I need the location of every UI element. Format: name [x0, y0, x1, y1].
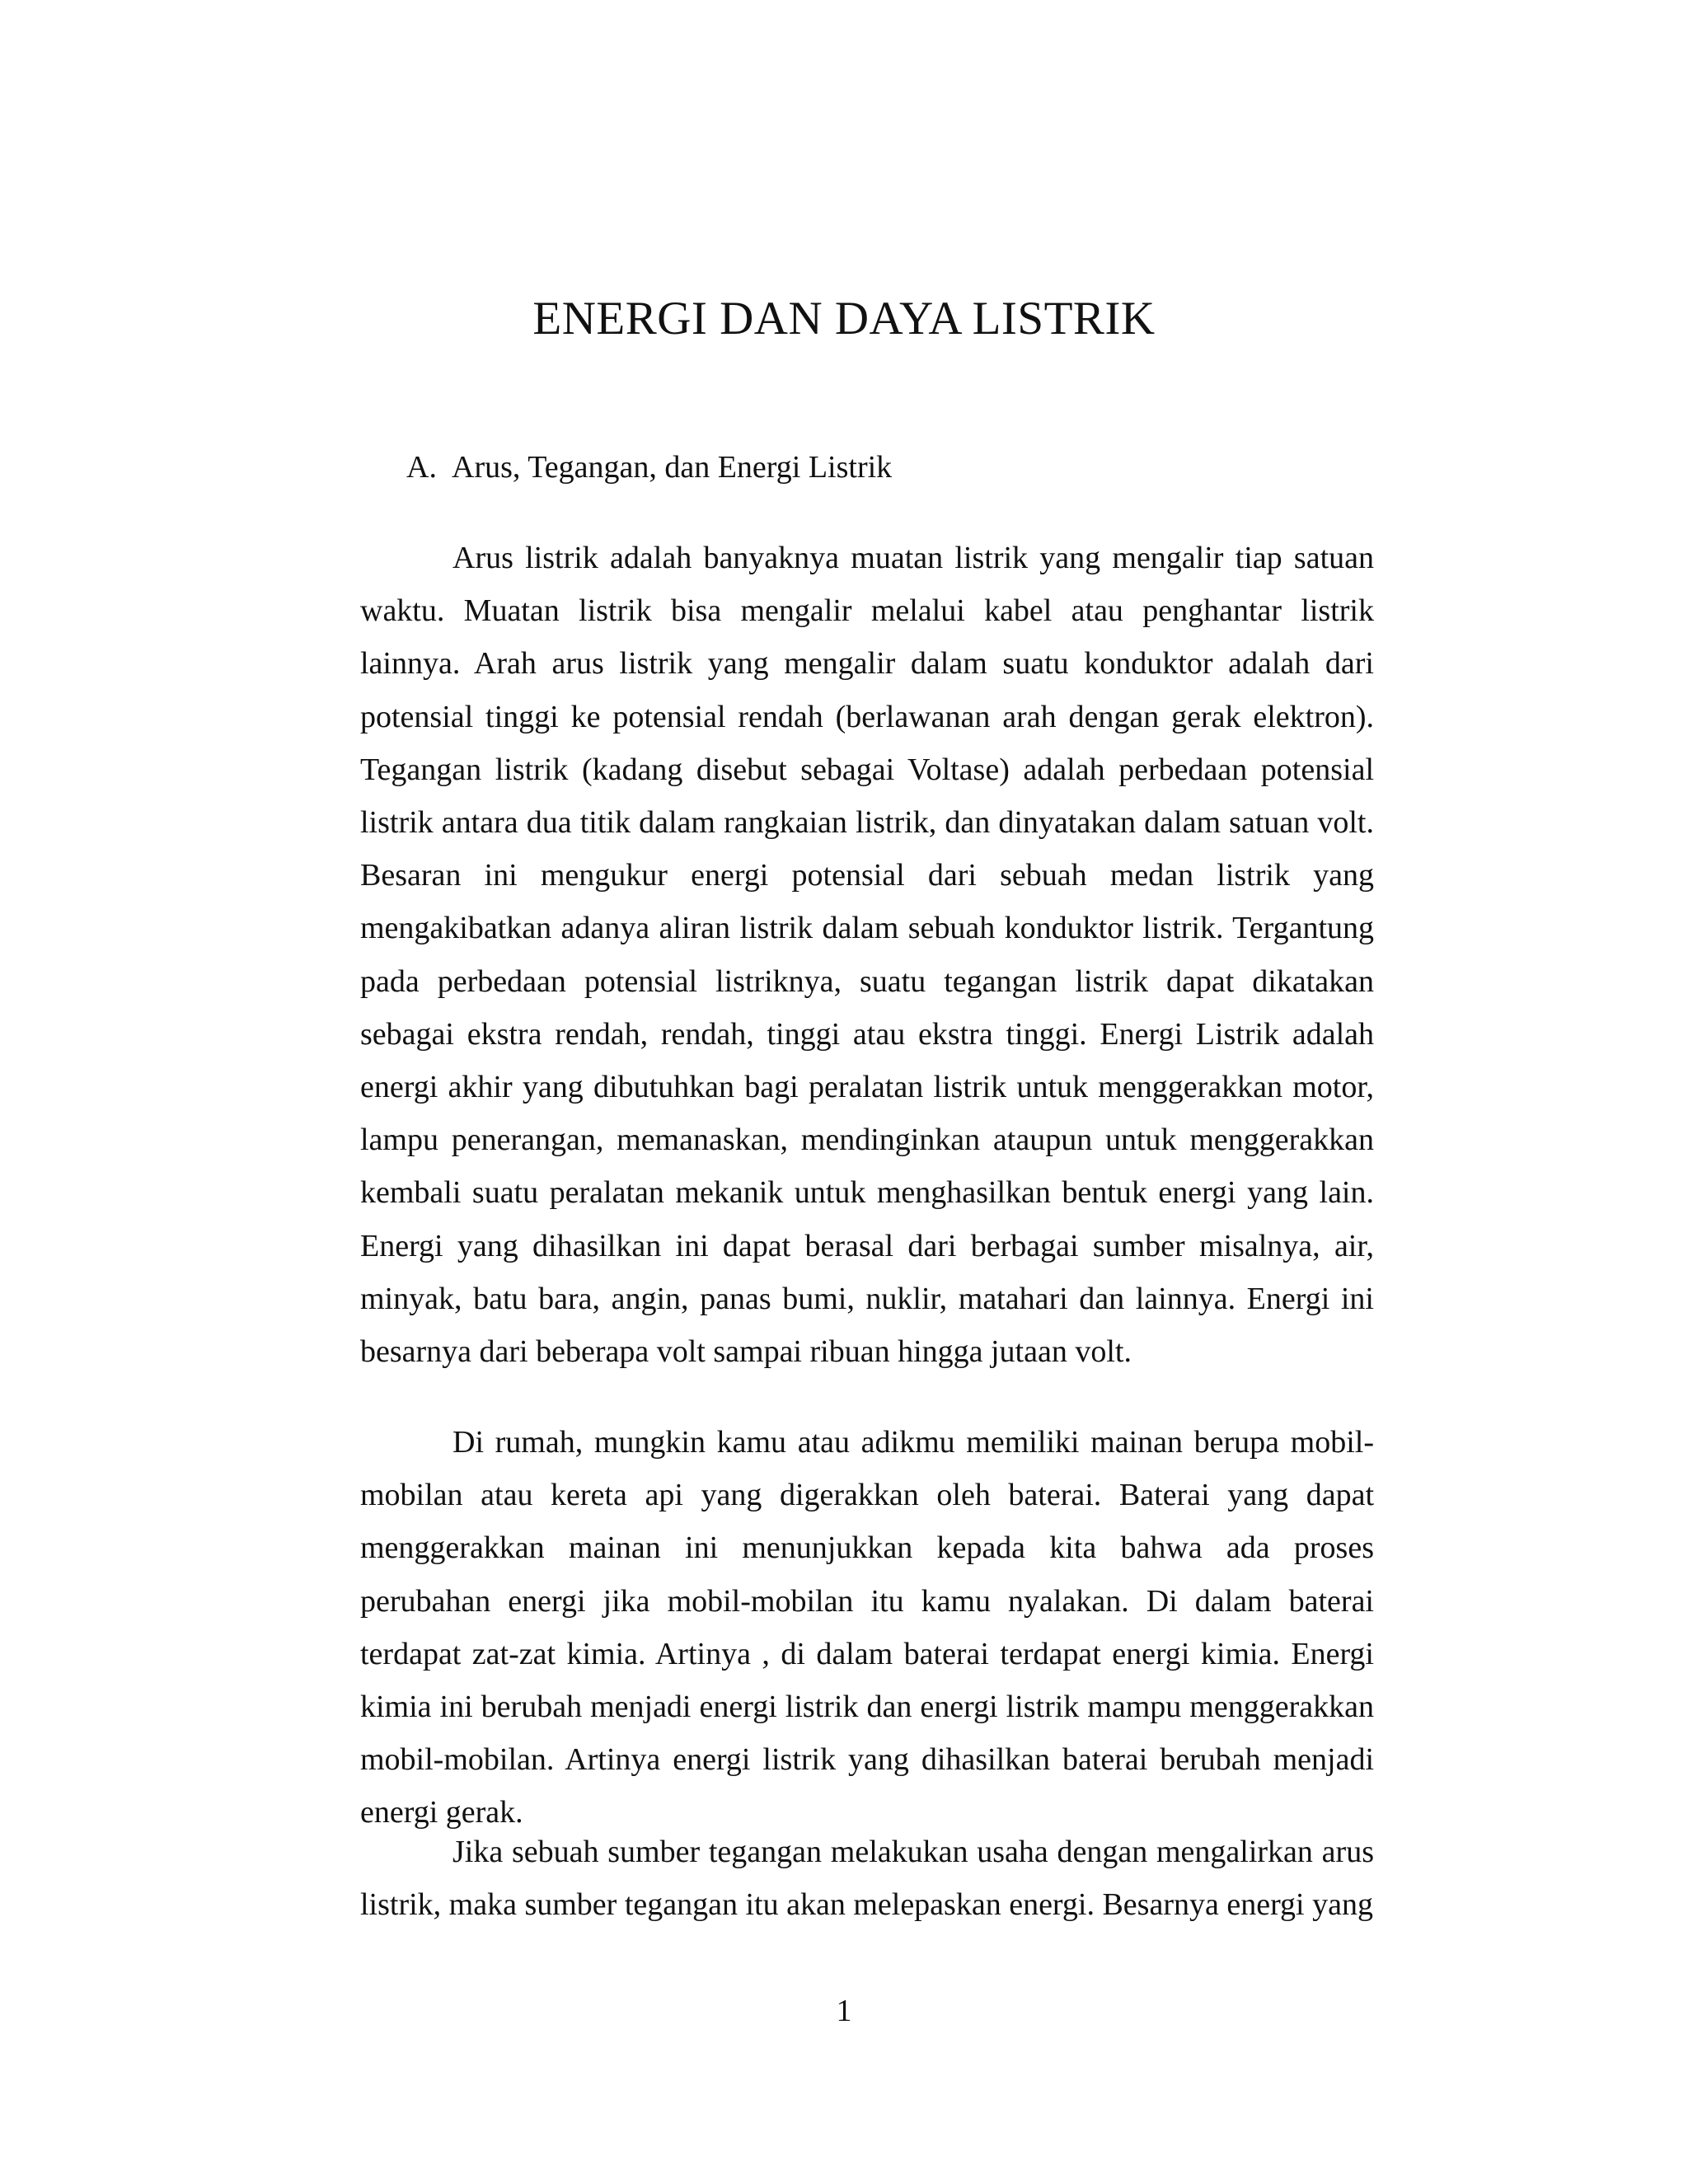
- page-number: 1: [836, 1994, 852, 2028]
- section-heading-text: Arus, Tegangan, dan Energi Listrik: [452, 450, 893, 485]
- paragraph-current-voltage-energy: Arus listrik adalah banyaknya muatan listrik yang mengalir tiap satuan waktu. Muatan listrik bisa mengalir melalui kabel atau penghantar listrik lainnya. Arah arus listrik yang mengalir dalam suatu konduktor adalah dari potensial tinggi ke potensial rendah (berlawanan arah dengan gerak elektron). Tegangan listrik (kadang disebut sebagai Voltase) adalah perbedaan potensial listrik antara dua titik dalam rangkaian listrik, dan dinyatakan dalam satuan volt. Besaran ini mengukur energi potensial dari sebuah medan listrik yang mengakibatkan adanya aliran listrik dalam sebuah konduktor listrik. Tergantung pada perbedaan potensial listriknya, suatu tegangan listrik dapat dikatakan sebagai ekstra rendah, rendah, tinggi atau ekstra tinggi. Energi Listrik adalah energi akhir yang dibutuhkan bagi peralatan listrik untuk menggerakkan motor, lampu penerangan, memanaskan, mendinginkan ataupun untuk menggerakkan kembali suatu peralatan mekanik untuk menghasilkan bentuk energi yang lain. Energi yang dihasilkan ini dapat berasal dari berbagai sumber misalnya, air, minyak, batu bara, angin, panas bumi, nuklir, matahari dan lainnya. Energi ini besarnya dari beberapa volt sampai ribuan hingga jutaan volt.: [360, 541, 1374, 1370]
- paragraph-voltage-source-energy: Jika sebuah sumber tegangan melakukan usaha dengan mengalirkan arus listrik, maka sumber tegangan itu akan melepaskan energi. Besarnya energi yang: [360, 1835, 1374, 1923]
- page-title: ENERGI DAN DAYA LISTRIK: [532, 293, 1156, 344]
- section-marker: A.: [406, 450, 437, 485]
- paragraph-battery-toy-example: Di rumah, mungkin kamu atau adikmu memiliki mainan berupa mobil-mobilan atau kereta api yang digerakkan oleh baterai. Baterai yang dapat menggerakkan mainan ini menunjukkan kepada kita bahwa ada proses perubahan energi jika mobil-mobilan itu kamu nyalakan. Di dalam baterai terdapat zat-zat kimia. Artinya , di dalam baterai terdapat energi kimia. Energi kimia ini berubah menjadi energi listrik dan energi listrik mampu menggerakkan mobil-mobilan. Artinya energi listrik yang dihasilkan baterai berubah menjadi energi gerak.: [360, 1425, 1374, 1830]
- section-heading: [406, 447, 892, 488]
